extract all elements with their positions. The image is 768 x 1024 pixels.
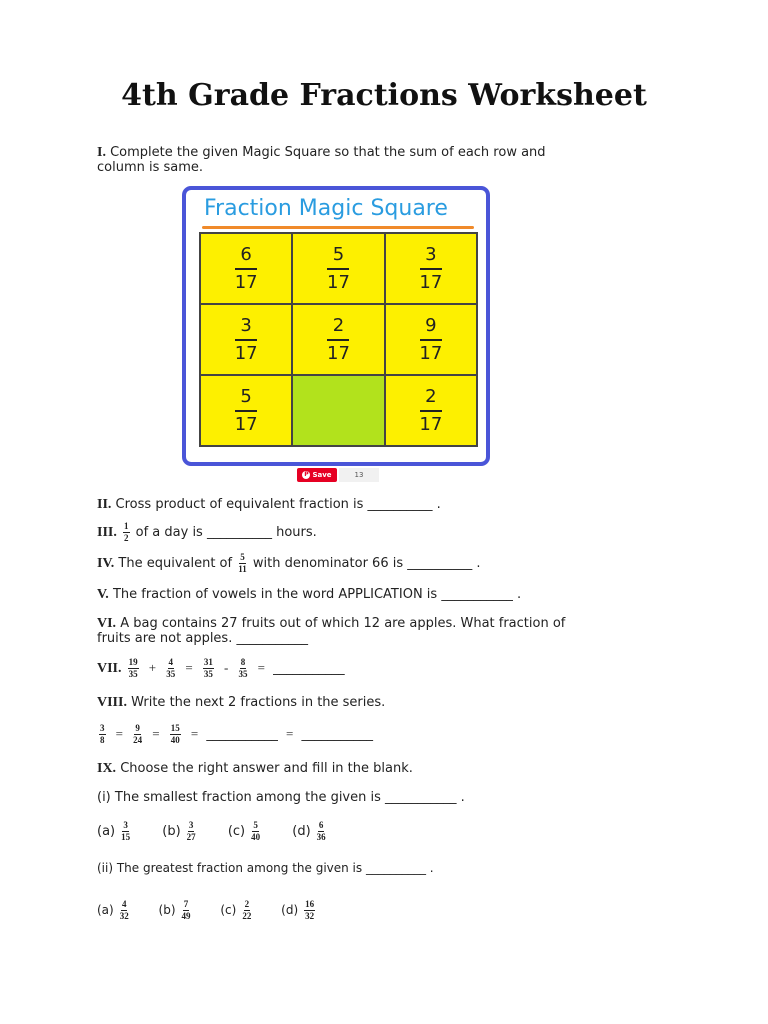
- question-text: of a day is __________ hours.: [135, 525, 317, 540]
- question-2: [97, 497, 441, 512]
- question-text: Cross product of equivalent fraction is __________ .: [115, 497, 441, 512]
- question-text-line2: fruits are not apples. ___________: [97, 631, 308, 646]
- magic-square-cell: [292, 304, 384, 375]
- question-8: [97, 695, 385, 710]
- answer-blank: ___________: [273, 661, 345, 676]
- fraction: $\frac{15}{40}$: [170, 723, 180, 745]
- cell-numerator: 6: [240, 243, 252, 265]
- question-number: II.: [97, 497, 112, 512]
- magic-square-cell: [292, 233, 384, 304]
- question-number: I.: [97, 145, 106, 160]
- question-text-line2: column is same.: [97, 160, 204, 175]
- option: (b) $\frac{7}{49}$: [158, 899, 191, 921]
- cell-denominator: 17: [419, 342, 443, 364]
- cell-denominator: 17: [327, 271, 350, 293]
- fraction: $\frac{4}{35}$: [166, 657, 176, 679]
- answer-blank: ___________: [206, 727, 278, 742]
- magic-square-cell: [385, 304, 477, 375]
- option: (c) $\frac{5}{40}$: [227, 820, 261, 842]
- option: (d) $\frac{6}{36}$: [292, 820, 326, 842]
- cell-numerator: 5: [332, 243, 345, 265]
- question-number: VIII.: [97, 695, 127, 710]
- cell-numerator: 2: [332, 314, 345, 336]
- question-1: [97, 145, 546, 175]
- question-text: Write the next 2 fractions in the series.: [131, 695, 386, 710]
- magic-square-grid: [199, 232, 478, 447]
- question-text: The fraction of vowels in the word APPLICATION is ___________ .: [112, 587, 522, 602]
- operator: =: [152, 726, 160, 741]
- question-number: VII.: [97, 661, 122, 676]
- question-7: [97, 658, 345, 679]
- option: (a) $\frac{3}{15}$: [97, 820, 131, 842]
- cell-denominator: 17: [419, 271, 443, 293]
- fraction: $\frac{3}{8}$: [100, 723, 105, 745]
- option: (b) $\frac{3}{27}$: [162, 820, 196, 842]
- magic-square-cell: [385, 375, 477, 446]
- question-number: III.: [97, 525, 117, 540]
- question-text: with denominator 66 is __________ .: [252, 556, 481, 571]
- question-number: VI.: [97, 616, 117, 631]
- question-text: A bag contains 27 fruits out of which 12 are apples. What fraction of: [120, 616, 566, 631]
- question-4: [97, 553, 481, 574]
- question-text: (i) The smallest fraction among the given is ___________ .: [97, 790, 465, 805]
- question-8-series: [97, 724, 373, 745]
- question-9-part-2: [97, 861, 434, 876]
- fraction: $\frac{31}{35}$: [203, 657, 213, 679]
- answer-blank: ___________: [301, 727, 373, 742]
- magic-square-cell: [200, 375, 292, 446]
- question-text: The equivalent of: [118, 556, 233, 571]
- cell-denominator: 17: [327, 342, 350, 364]
- question-text: (ii) The greatest fraction among the given is __________ .: [97, 861, 434, 875]
- cell-numerator: 5: [240, 385, 252, 407]
- question-text: Choose the right answer and fill in the blank.: [120, 761, 413, 776]
- cell-denominator: 17: [234, 342, 258, 364]
- cell-numerator: 9: [425, 314, 437, 336]
- magic-square-cell: [200, 233, 292, 304]
- fraction: $\frac{1}{2}$: [124, 521, 129, 543]
- magic-square-blank-cell: [292, 375, 384, 446]
- operator: =: [185, 660, 193, 675]
- options-part-2: [97, 900, 317, 921]
- option: (d) $\frac{16}{32}$: [281, 899, 315, 921]
- operator: =: [286, 726, 294, 741]
- question-6: [97, 616, 565, 646]
- option: (a) $\frac{4}{32}$: [97, 899, 129, 921]
- cell-denominator: 17: [234, 271, 258, 293]
- question-number: V.: [97, 587, 109, 602]
- fraction: $\frac{8}{35}$: [238, 657, 248, 679]
- options-part-1: [97, 821, 328, 842]
- title-underline: [202, 226, 474, 229]
- operator: =: [257, 660, 266, 675]
- question-text: Complete the given Magic Square so that the sum of each row and: [110, 145, 546, 160]
- worksheet-title: 4th Grade Fractions Worksheet: [121, 78, 647, 113]
- question-number: IX.: [97, 761, 117, 776]
- question-5: [97, 587, 521, 602]
- fraction: $\frac{9}{24}$: [133, 723, 143, 745]
- question-3: [97, 522, 317, 543]
- save-count: 13: [339, 468, 379, 482]
- question-9: [97, 761, 413, 776]
- operator: +: [148, 660, 157, 675]
- cell-denominator: 17: [234, 413, 258, 435]
- pinterest-icon: P: [304, 471, 309, 478]
- save-button[interactable]: [297, 468, 337, 482]
- cell-numerator: 3: [425, 243, 437, 265]
- magic-square-card: [182, 186, 490, 466]
- fraction: $\frac{5}{11}$: [238, 552, 247, 574]
- question-9-part-1: [97, 790, 465, 805]
- operator: =: [190, 726, 199, 741]
- cell-denominator: 17: [419, 413, 443, 435]
- option: (c) $\frac{2}{22}$: [220, 899, 252, 921]
- cell-numerator: 3: [240, 314, 252, 336]
- operator: -: [224, 660, 229, 675]
- magic-square-cell: [385, 233, 477, 304]
- save-label: Save: [312, 471, 332, 479]
- magic-square-title: Fraction Magic Square: [204, 196, 448, 221]
- cell-numerator: 2: [425, 385, 437, 407]
- magic-square-cell: [200, 304, 292, 375]
- operator: =: [115, 726, 123, 741]
- fraction: $\frac{19}{35}$: [128, 657, 138, 679]
- question-number: IV.: [97, 556, 115, 571]
